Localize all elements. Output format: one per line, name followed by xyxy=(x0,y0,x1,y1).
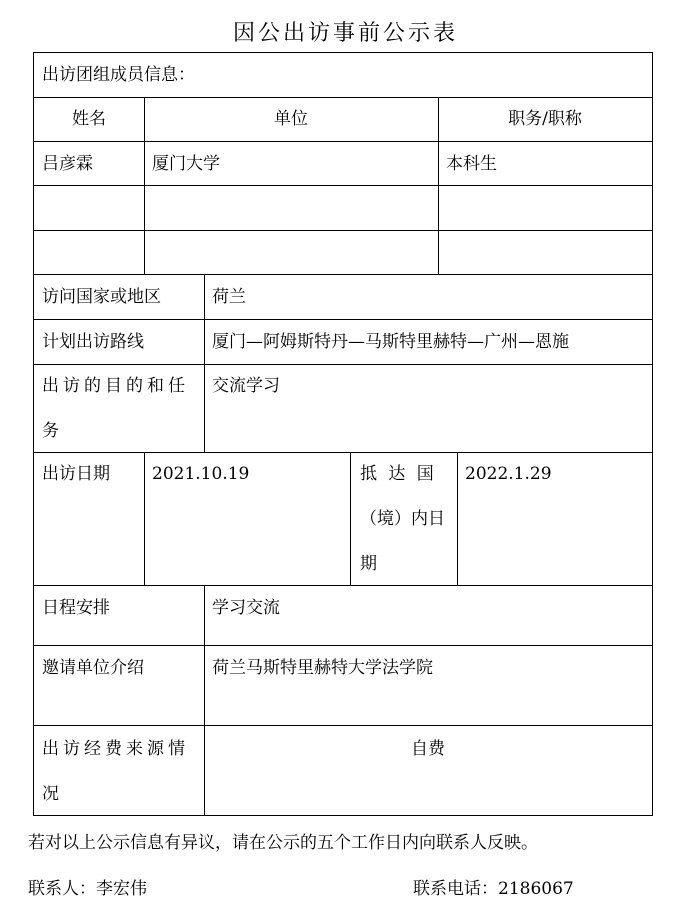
row-divider xyxy=(34,230,652,231)
member-name: 吕彦霖 xyxy=(42,154,93,174)
arrival-label-line1: 抵 达 国 xyxy=(360,464,437,484)
funding-label-line1: 出访经费来源情 xyxy=(42,739,189,759)
row-divider xyxy=(34,364,652,365)
row-divider xyxy=(34,185,652,186)
route-value: 厦门—阿姆斯特丹—马斯特里赫特—广州—恩施 xyxy=(212,332,569,352)
row-divider xyxy=(34,585,652,586)
arrival-label-line3: 期 xyxy=(360,554,377,574)
member-unit: 厦门大学 xyxy=(152,154,220,174)
row-divider xyxy=(34,645,652,646)
row-divider xyxy=(34,141,652,142)
contact-phone: 联系电话：2186067 xyxy=(413,879,574,899)
arrival-label-line2: （境）内日 xyxy=(360,509,445,529)
members-section-label: 出访团组成员信息： xyxy=(42,65,195,85)
row-divider xyxy=(34,725,652,726)
date-value: 2021.10.19 xyxy=(152,464,250,484)
schedule-label: 日程安排 xyxy=(42,598,110,618)
schedule-value: 学习交流 xyxy=(212,598,280,618)
row-divider xyxy=(34,274,652,275)
route-label: 计划出访路线 xyxy=(42,332,144,352)
page-title: 因公出访事前公示表 xyxy=(232,21,458,46)
purpose-value: 交流学习 xyxy=(212,376,280,396)
funding-value: 自费 xyxy=(411,739,445,759)
col-divider xyxy=(144,452,145,585)
inviter-value: 荷兰马斯特里赫特大学法学院 xyxy=(212,658,433,678)
funding-label-line2: 况 xyxy=(42,784,59,804)
header-name: 姓名 xyxy=(72,109,106,129)
purpose-label-line1: 出访的目的和任 xyxy=(42,376,189,396)
date-label: 出访日期 xyxy=(42,464,110,484)
purpose-label-line2: 务 xyxy=(42,421,59,441)
disclosure-form xyxy=(33,52,653,816)
country-value: 荷兰 xyxy=(212,287,246,307)
header-title: 职务/职称 xyxy=(508,109,582,129)
member-title: 本科生 xyxy=(446,154,497,174)
objection-notice: 若对以上公示信息有异议，请在公示的五个工作日内向联系人反映。 xyxy=(28,833,538,853)
row-divider xyxy=(34,319,652,320)
col-divider xyxy=(457,452,458,585)
col-divider xyxy=(204,274,205,452)
country-label: 访问国家或地区 xyxy=(42,287,161,307)
arrival-value: 2022.1.29 xyxy=(465,464,552,484)
col-divider xyxy=(350,452,351,585)
inviter-label: 邀请单位介绍 xyxy=(42,658,144,678)
row-divider xyxy=(34,452,652,453)
contact-person: 联系人：李宏伟 xyxy=(28,879,147,899)
row-divider xyxy=(34,97,652,98)
col-divider xyxy=(204,585,205,816)
header-unit: 单位 xyxy=(274,109,308,129)
